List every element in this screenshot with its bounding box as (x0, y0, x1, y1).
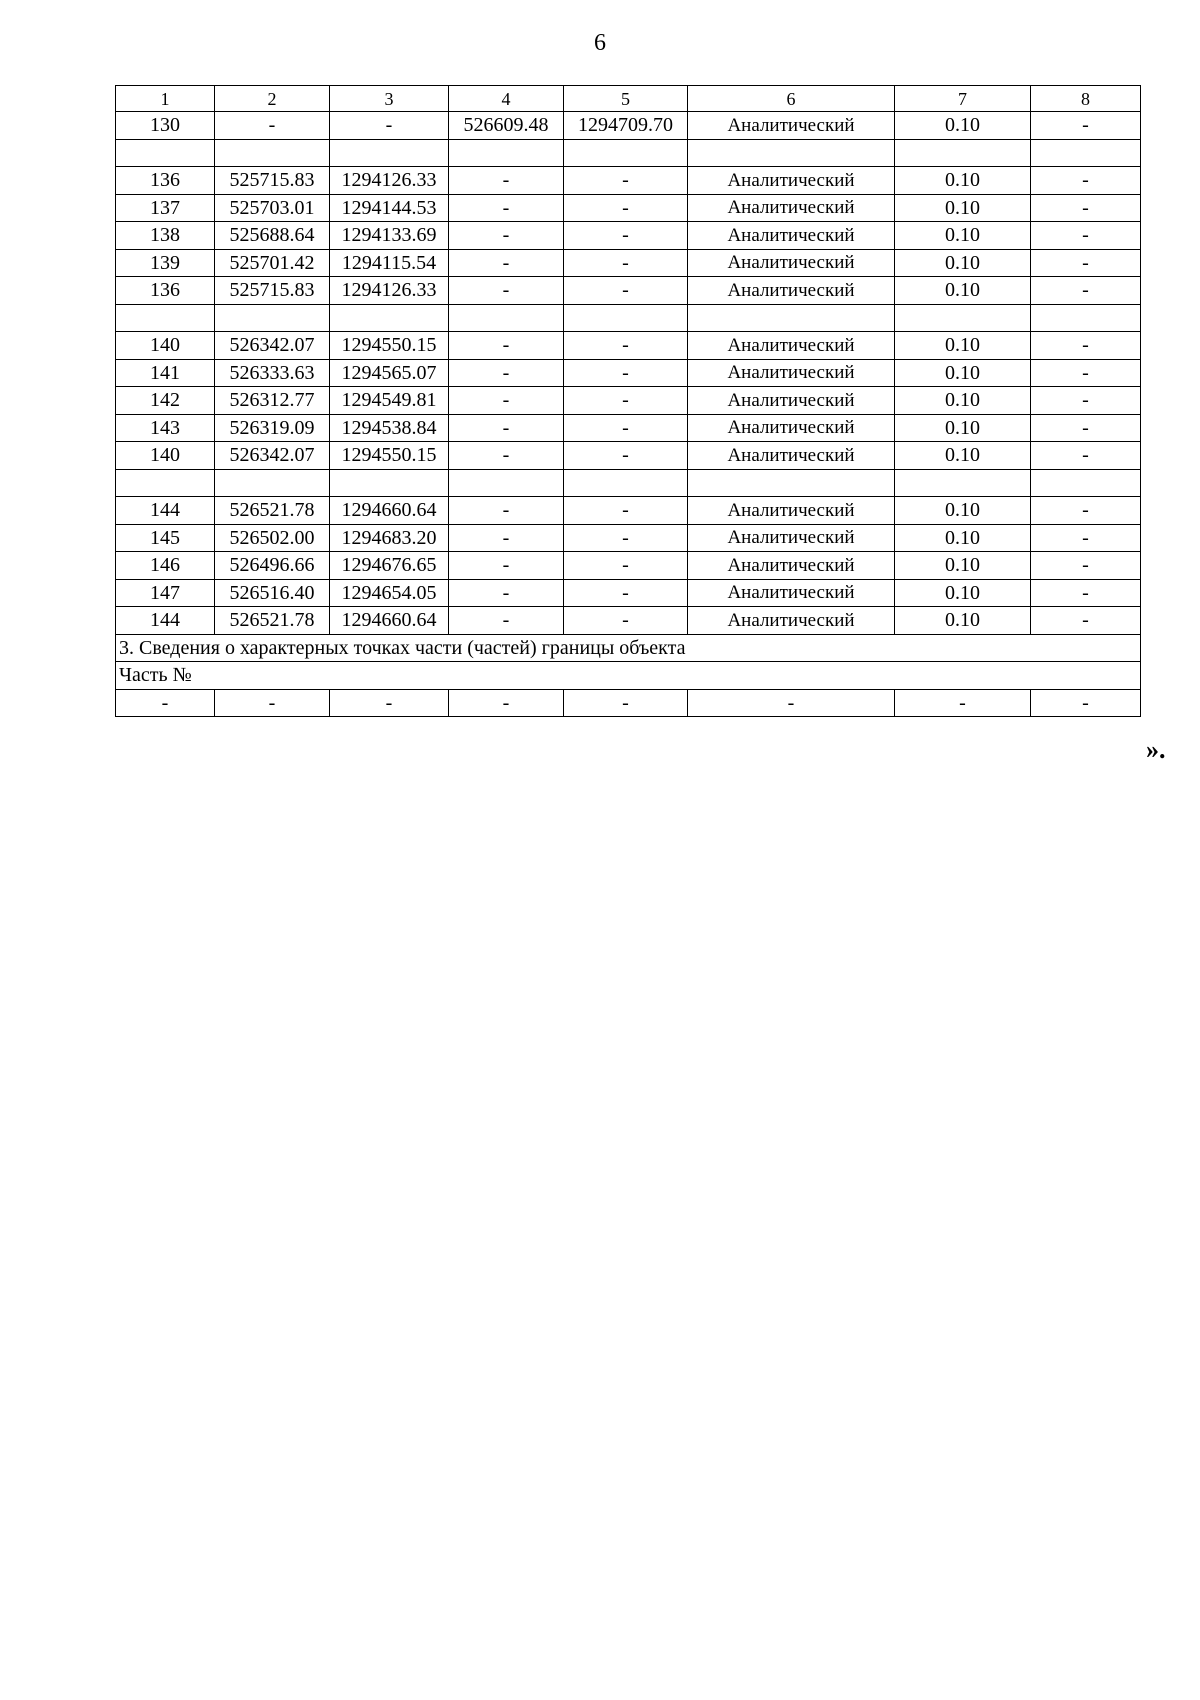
table-cell: - (449, 277, 564, 305)
table-cell (330, 469, 449, 497)
table-cell (215, 139, 330, 167)
table-cell: 526609.48 (449, 112, 564, 140)
table-cell: 525688.64 (215, 222, 330, 250)
table-cell: 0.10 (895, 579, 1031, 607)
table-cell (564, 139, 688, 167)
table-cell: - (564, 579, 688, 607)
table-cell: - (449, 689, 564, 717)
coordinates-table-wrapper (115, 85, 1141, 717)
table-cell: 1294683.20 (330, 524, 449, 552)
table-cell: 0.10 (895, 497, 1031, 525)
table-cell: - (564, 497, 688, 525)
table-cell: 525703.01 (215, 194, 330, 222)
table-row (116, 414, 1141, 442)
header-row (116, 86, 1141, 112)
table-cell: - (564, 387, 688, 415)
table-cell: - (449, 194, 564, 222)
table-cell: - (449, 222, 564, 250)
header-cell: 2 (215, 86, 330, 112)
separator-row (116, 304, 1141, 332)
table-cell (330, 304, 449, 332)
table-row (116, 112, 1141, 140)
table-cell (1031, 139, 1141, 167)
table-cell: 144 (116, 607, 215, 635)
table-cell (116, 469, 215, 497)
table-cell: Аналитический (688, 579, 895, 607)
table-cell: - (1031, 607, 1141, 635)
table-cell: - (449, 607, 564, 635)
table-cell (895, 469, 1031, 497)
section-title: 3. Сведения о характерных точках части (частей) границы объекта (116, 634, 1141, 662)
table-cell: 0.10 (895, 332, 1031, 360)
table-cell: 140 (116, 442, 215, 470)
table-cell: 140 (116, 332, 215, 360)
table-cell (116, 304, 215, 332)
table-cell (1031, 304, 1141, 332)
table-cell: - (449, 167, 564, 195)
header-cell: 5 (564, 86, 688, 112)
header-cell: 1 (116, 86, 215, 112)
table-cell: 130 (116, 112, 215, 140)
table-cell: - (895, 689, 1031, 717)
table-cell (895, 304, 1031, 332)
table-cell: 0.10 (895, 359, 1031, 387)
table-cell: 1294676.65 (330, 552, 449, 580)
table-cell: 0.10 (895, 414, 1031, 442)
table-row (116, 167, 1141, 195)
table-cell: Аналитический (688, 414, 895, 442)
table-cell: 526502.00 (215, 524, 330, 552)
table-cell: - (1031, 524, 1141, 552)
header-cell: 7 (895, 86, 1031, 112)
table-cell: 525715.83 (215, 167, 330, 195)
table-cell: 1294709.70 (564, 112, 688, 140)
table-cell: 526521.78 (215, 497, 330, 525)
table-cell: Аналитический (688, 442, 895, 470)
table-cell: Аналитический (688, 552, 895, 580)
part-points-row (116, 689, 1141, 717)
table-cell: - (116, 689, 215, 717)
table-cell (215, 304, 330, 332)
table-cell: - (330, 112, 449, 140)
table-cell: - (1031, 552, 1141, 580)
table-cell: - (449, 359, 564, 387)
table-cell: - (1031, 689, 1141, 717)
table-cell: 526496.66 (215, 552, 330, 580)
table-cell: 1294550.15 (330, 442, 449, 470)
table-cell: - (1031, 249, 1141, 277)
table-cell: 147 (116, 579, 215, 607)
table-cell: 1294133.69 (330, 222, 449, 250)
table-cell: 1294126.33 (330, 167, 449, 195)
table-row (116, 607, 1141, 635)
table-cell: Аналитический (688, 222, 895, 250)
table-cell: 145 (116, 524, 215, 552)
table-cell: - (1031, 359, 1141, 387)
table-cell: - (330, 689, 449, 717)
table-cell: 526516.40 (215, 579, 330, 607)
table-row (116, 442, 1141, 470)
table-cell: - (449, 249, 564, 277)
table-cell: Аналитический (688, 249, 895, 277)
table-cell (449, 304, 564, 332)
table-cell: - (1031, 332, 1141, 360)
table-cell: 138 (116, 222, 215, 250)
table-cell: 1294115.54 (330, 249, 449, 277)
table-cell (449, 139, 564, 167)
table-row (116, 579, 1141, 607)
table-cell: Аналитический (688, 387, 895, 415)
table-cell: Аналитический (688, 194, 895, 222)
table-cell (688, 469, 895, 497)
table-cell: - (564, 167, 688, 195)
table-cell: - (564, 249, 688, 277)
table-cell: 525701.42 (215, 249, 330, 277)
table-row (116, 552, 1141, 580)
table-row (116, 222, 1141, 250)
table-cell: - (449, 442, 564, 470)
table-cell: - (1031, 497, 1141, 525)
table-cell: 0.10 (895, 249, 1031, 277)
table-cell: 0.10 (895, 607, 1031, 635)
table-cell (564, 469, 688, 497)
table-cell: 1294550.15 (330, 332, 449, 360)
table-cell: - (1031, 112, 1141, 140)
table-cell: - (1031, 442, 1141, 470)
separator-row (116, 469, 1141, 497)
table-cell: - (449, 387, 564, 415)
table-cell: - (1031, 194, 1141, 222)
table-cell (330, 139, 449, 167)
table-cell: - (449, 332, 564, 360)
table-cell: 141 (116, 359, 215, 387)
table-cell: Аналитический (688, 607, 895, 635)
table-cell: - (449, 579, 564, 607)
table-cell: 1294660.64 (330, 497, 449, 525)
table-cell: 0.10 (895, 222, 1031, 250)
table-cell: - (564, 414, 688, 442)
table-row (116, 332, 1141, 360)
table-cell (215, 469, 330, 497)
table-cell: - (215, 112, 330, 140)
table-cell: - (1031, 414, 1141, 442)
table-cell: - (564, 277, 688, 305)
table-cell: 526319.09 (215, 414, 330, 442)
table-cell: - (215, 689, 330, 717)
table-cell: - (564, 332, 688, 360)
closing-quote: ». (1146, 735, 1166, 764)
table-cell: 1294144.53 (330, 194, 449, 222)
table-cell: 137 (116, 194, 215, 222)
table-row (116, 194, 1141, 222)
header-cell: 3 (330, 86, 449, 112)
table-cell: 136 (116, 277, 215, 305)
table-cell: Аналитический (688, 277, 895, 305)
table-cell: 0.10 (895, 552, 1031, 580)
table-cell: 1294654.05 (330, 579, 449, 607)
table-cell: - (564, 359, 688, 387)
table-cell: Аналитический (688, 112, 895, 140)
table-cell: Аналитический (688, 167, 895, 195)
table-row (116, 359, 1141, 387)
table-cell (895, 139, 1031, 167)
table-row (116, 277, 1141, 305)
header-cell: 8 (1031, 86, 1141, 112)
table-cell: 144 (116, 497, 215, 525)
table-cell: 526342.07 (215, 442, 330, 470)
table-cell: 0.10 (895, 387, 1031, 415)
section-title-row (116, 634, 1141, 662)
separator-row (116, 139, 1141, 167)
coordinates-table (115, 85, 1141, 717)
table-cell: Аналитический (688, 497, 895, 525)
table-cell: - (564, 689, 688, 717)
table-cell: 0.10 (895, 277, 1031, 305)
table-cell: - (564, 524, 688, 552)
header-cell: 6 (688, 86, 895, 112)
table-cell (449, 469, 564, 497)
table-cell (688, 139, 895, 167)
table-cell: - (449, 524, 564, 552)
table-cell: 1294565.07 (330, 359, 449, 387)
table-cell: - (449, 414, 564, 442)
table-row (116, 249, 1141, 277)
header-cell: 4 (449, 86, 564, 112)
table-cell: - (564, 607, 688, 635)
table-row (116, 524, 1141, 552)
table-cell (1031, 469, 1141, 497)
table-cell (688, 304, 895, 332)
table-cell: 0.10 (895, 524, 1031, 552)
table-cell: 146 (116, 552, 215, 580)
table-cell: 139 (116, 249, 215, 277)
table-cell: 1294126.33 (330, 277, 449, 305)
table-body (116, 86, 1141, 717)
table-cell: 526312.77 (215, 387, 330, 415)
table-row (116, 387, 1141, 415)
table-cell: - (1031, 579, 1141, 607)
table-cell: 526333.63 (215, 359, 330, 387)
table-cell (564, 304, 688, 332)
table-cell: - (1031, 167, 1141, 195)
table-cell: 526521.78 (215, 607, 330, 635)
table-cell: 136 (116, 167, 215, 195)
table-cell: - (564, 222, 688, 250)
table-cell: - (1031, 277, 1141, 305)
table-cell: Аналитический (688, 359, 895, 387)
table-cell: - (688, 689, 895, 717)
table-cell: 143 (116, 414, 215, 442)
table-cell: 0.10 (895, 112, 1031, 140)
table-cell (116, 139, 215, 167)
table-cell: - (564, 552, 688, 580)
table-cell: 1294549.81 (330, 387, 449, 415)
page-number: 6 (594, 30, 606, 56)
table-cell: 142 (116, 387, 215, 415)
table-cell: Аналитический (688, 524, 895, 552)
table-cell: - (449, 552, 564, 580)
table-cell: - (1031, 222, 1141, 250)
table-cell: 0.10 (895, 194, 1031, 222)
table-cell: - (564, 194, 688, 222)
table-cell: - (564, 442, 688, 470)
table-cell: 525715.83 (215, 277, 330, 305)
table-cell: 1294660.64 (330, 607, 449, 635)
table-cell: - (1031, 387, 1141, 415)
part-label: Часть № (116, 662, 1141, 690)
table-cell: 1294538.84 (330, 414, 449, 442)
table-cell: 0.10 (895, 442, 1031, 470)
table-cell: Аналитический (688, 332, 895, 360)
table-cell: 0.10 (895, 167, 1031, 195)
table-cell: 526342.07 (215, 332, 330, 360)
part-label-row (116, 662, 1141, 690)
table-row (116, 497, 1141, 525)
table-cell: - (449, 497, 564, 525)
